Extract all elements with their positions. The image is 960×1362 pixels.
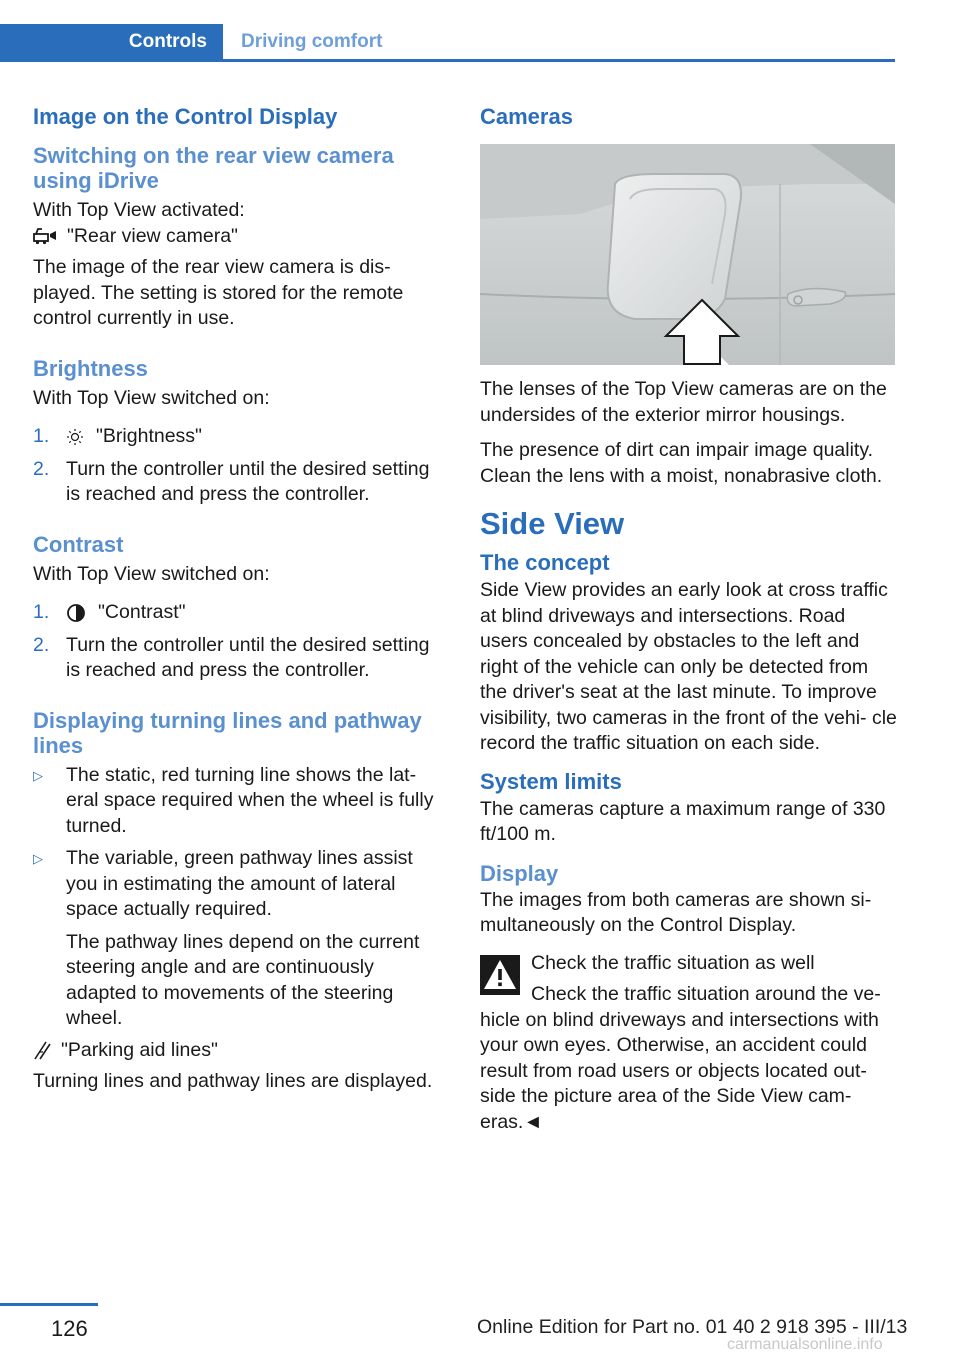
tab-controls[interactable]: Controls (0, 24, 223, 60)
cameras-p1: The lenses of the Top View cameras are on the undersides of the exterior mirror housings. (480, 378, 887, 426)
watermark: carmanualsonline.info (727, 1336, 883, 1353)
header-tabs (0, 24, 895, 62)
bullet-triangle-icon: ▷ (33, 767, 43, 783)
tab-driving-comfort[interactable]: Driving comfort (241, 31, 383, 52)
page-number: 126 (51, 1316, 88, 1341)
switch-body: The image of the rear view camera is dis‐ played. The setting is stored for the remote control currently in use. (33, 256, 404, 329)
warning-box (480, 951, 898, 1136)
mirror-camera-illustration (480, 144, 895, 365)
turning-lines-bullets (33, 763, 448, 1032)
heading-side-view: Side View (480, 506, 625, 541)
right-column (480, 100, 898, 1135)
heading-display: Display (480, 860, 559, 886)
cameras-p2: The presence of dirt can impair image quality. Clean the lens with a moist, nonabrasive cloth. (480, 439, 883, 487)
list-item-continuation: The pathway lines depend on the current steering angle and are continuously adapted to movements of the steering wheel. (66, 930, 420, 1029)
list-item: 2. Turn the controller until the desired setting is reached and press the controller. (33, 633, 430, 681)
concept-body: Side View provides an early look at cross traffic at blind driveways and intersections. Road users concealed by obstacles to the left and right of the vehicle can only be detected from the driver's seat at the last minute. To improve visibility, two cameras in the front of the vehi‐ cle record the traffic situation on each side. (480, 579, 897, 754)
warning-triangle-icon (480, 955, 520, 995)
list-item: 1. "Contrast" (33, 601, 186, 623)
warning-body-first-line: Check the traffic situation around the ve‐ (531, 983, 881, 1005)
heading-cameras: Cameras (480, 104, 573, 129)
switch-intro: With Top View activated: (33, 199, 245, 221)
bullet-triangle-icon: ▷ (33, 851, 43, 866)
contrast-intro: With Top View switched on: (33, 562, 270, 585)
heading-image-on-control-display: Image on the Control Display (33, 104, 338, 129)
heading-contrast: Contrast (33, 531, 124, 557)
heading-the-concept: The concept (480, 550, 610, 575)
mirror-camera-photo (480, 144, 895, 365)
footer-rule (0, 1303, 98, 1306)
footer-edition: Online Edition for Part no. 01 40 2 918 395 - III/13 (477, 1316, 908, 1338)
warning-title: Check the traffic situation as well (531, 951, 815, 974)
parking-aid-lines-icon (33, 1040, 51, 1060)
limits-body: The cameras capture a maximum range of 330 ft/100 m. (480, 797, 886, 845)
warning-body: hicle on blind driveways and intersections with your own eyes. Otherwise, an accident could result from road users or objects located out‐ side the picture area of the Side View cam‐ eras.◄ (480, 1008, 879, 1133)
parking-aid-lines-item: "Parking aid lines" (33, 1038, 448, 1064)
list-item: 1. "Brightness" (33, 425, 202, 447)
brightness-icon (66, 428, 84, 446)
contrast-icon (66, 603, 86, 623)
heading-switching-on-rear-view-camera: Switching on the rear view camera using iDrive (33, 143, 394, 193)
heading-turning-lines: Displaying turning lines and pathway lines (33, 707, 422, 758)
list-item: ▷ The static, red turning line shows the lat‐ eral space required when the wheel is fully turned. (33, 763, 448, 840)
display-body: The images from both cameras are shown si‐ multaneously on the Control Display. (480, 888, 872, 936)
brightness-steps (33, 424, 448, 508)
list-item: 2. Turn the controller until the desired setting is reached and press the controller. (33, 457, 430, 505)
brightness-intro: With Top View switched on: (33, 386, 270, 409)
heading-system-limits: System limits (480, 768, 622, 794)
rear-view-camera-item: "Rear view camera" (33, 224, 448, 250)
left-column (33, 100, 448, 1095)
rear-camera-icon (33, 226, 57, 246)
lines-body: Turning lines and pathway lines are displayed. (33, 1070, 433, 1092)
contrast-steps (33, 600, 448, 684)
list-item: ▷ The variable, green pathway lines assist you in estimating the amount of lateral space actually required. (33, 846, 448, 923)
heading-brightness: Brightness (33, 355, 148, 381)
